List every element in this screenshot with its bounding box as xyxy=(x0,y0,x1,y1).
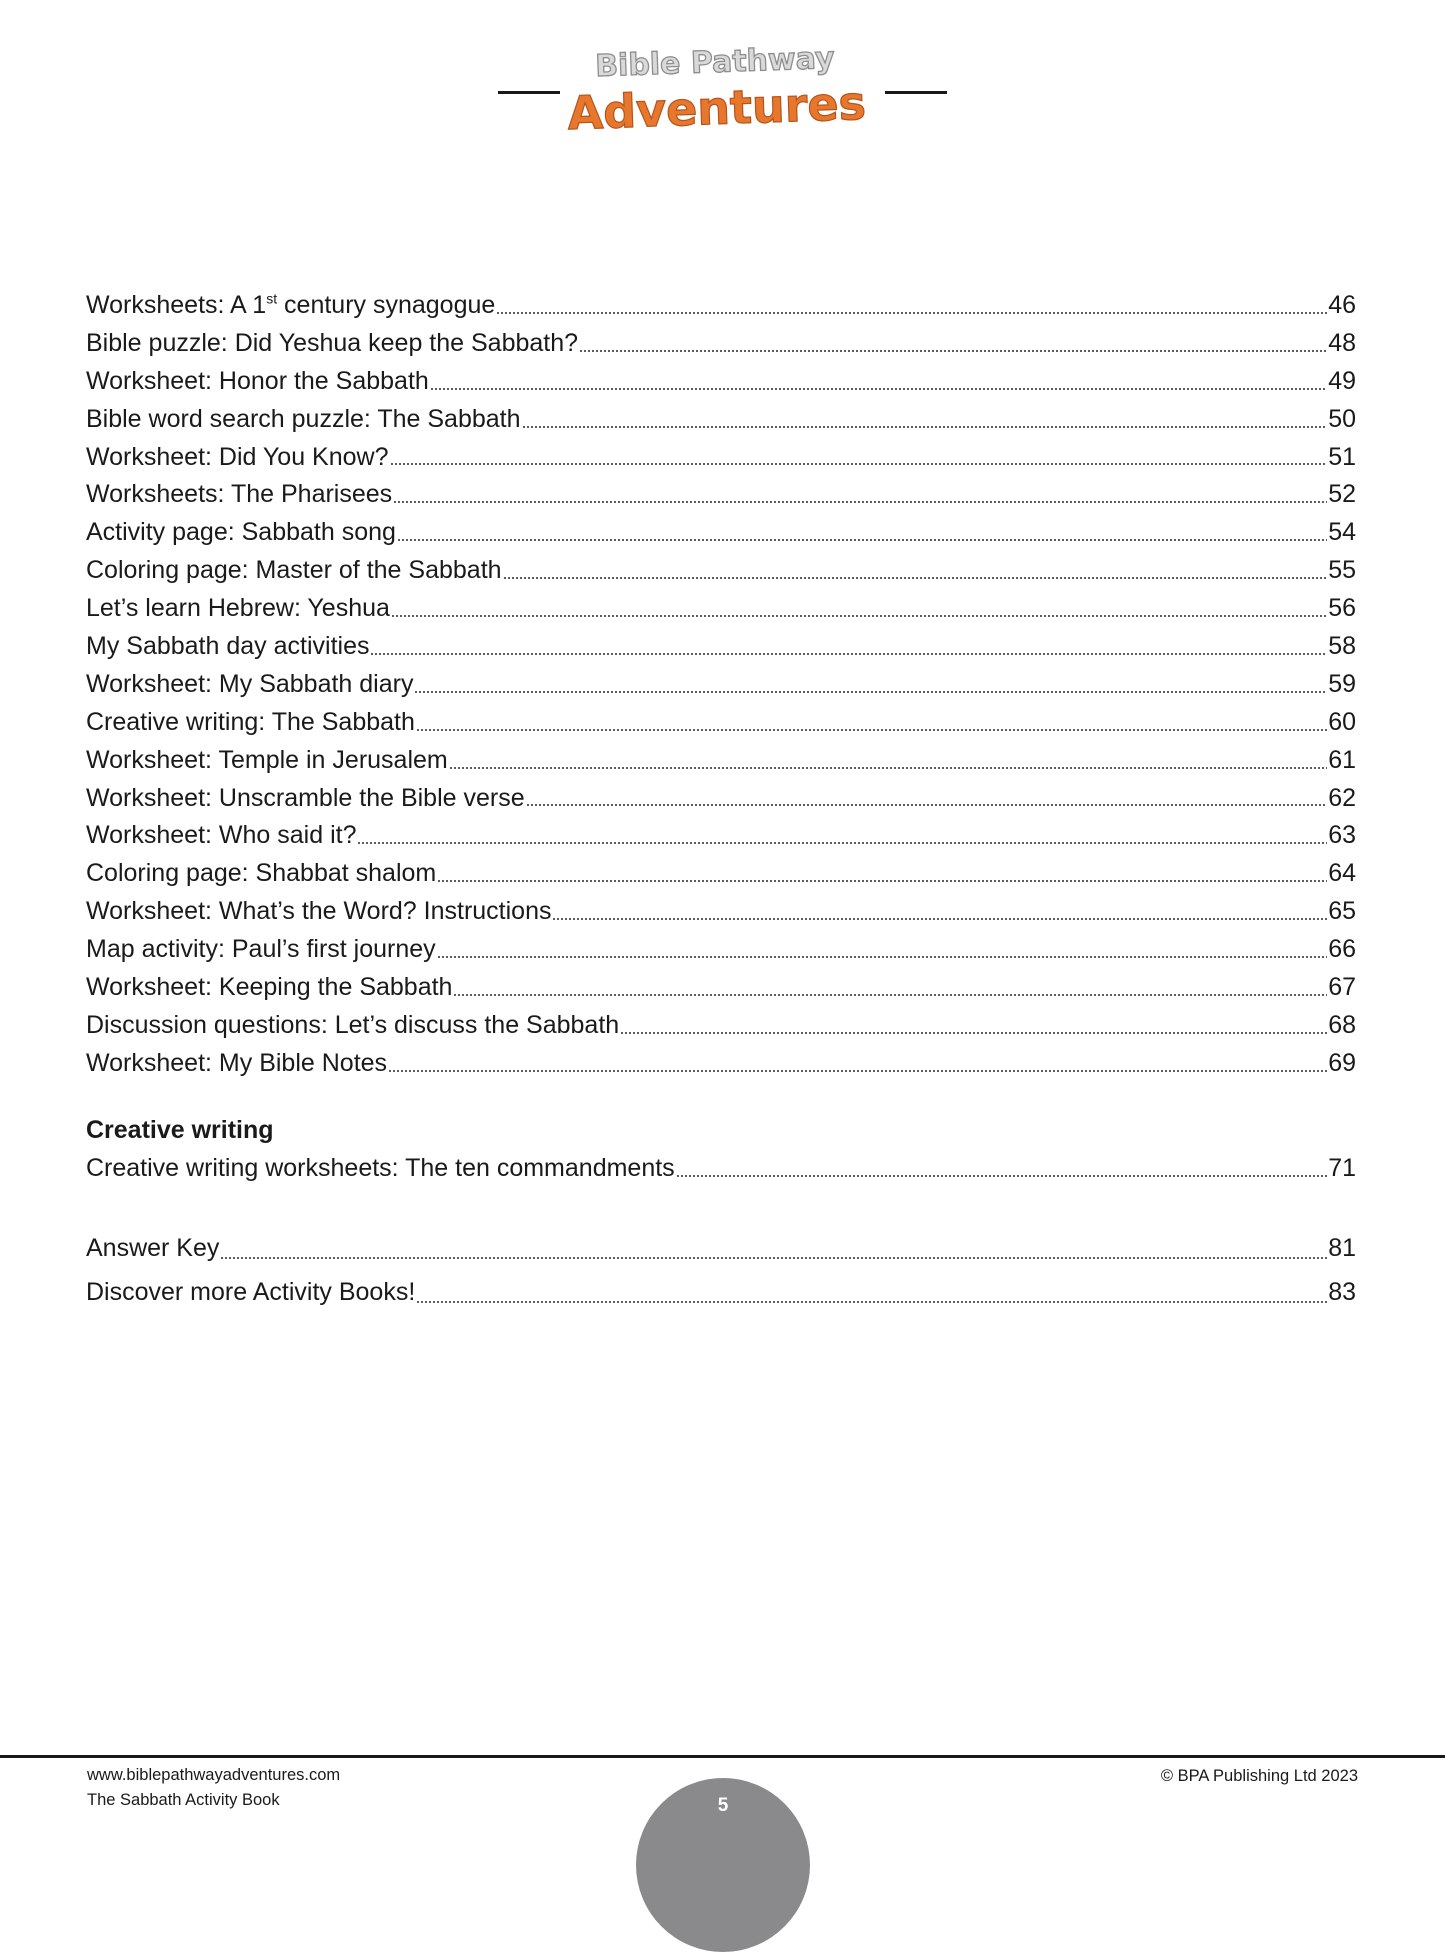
toc-entry-page: 64 xyxy=(1328,859,1356,888)
toc-entry[interactable] xyxy=(86,855,1356,893)
toc-entry-title: Discover more Activity Books! xyxy=(86,1277,416,1306)
toc-entry[interactable] xyxy=(86,439,1356,477)
dot-leader xyxy=(393,501,1327,503)
toc-entry-title: Bible word search puzzle: The Sabbath xyxy=(86,404,521,433)
dot-leader xyxy=(449,767,1327,769)
dot-leader xyxy=(220,1257,1327,1259)
toc-entry-page: 49 xyxy=(1328,366,1356,395)
toc-entry[interactable] xyxy=(86,363,1356,401)
dot-leader xyxy=(370,653,1327,655)
toc-entry-title: My Sabbath day activities xyxy=(86,632,370,661)
toc-entry[interactable] xyxy=(86,969,1356,1007)
toc-entry-page: 68 xyxy=(1328,1010,1356,1039)
dot-leader xyxy=(357,842,1327,844)
toc-entry-title: Activity page: Sabbath song xyxy=(86,518,396,547)
toc-entry-page: 62 xyxy=(1328,783,1356,812)
dot-leader xyxy=(416,1301,1327,1303)
logo-wordmark xyxy=(565,36,875,146)
toc-entry-page: 55 xyxy=(1328,556,1356,585)
toc-entry-title: Worksheet: Keeping the Sabbath xyxy=(86,973,453,1002)
toc-entry-page: 65 xyxy=(1328,897,1356,926)
logo-left-rule xyxy=(498,91,560,94)
toc-entry-page: 48 xyxy=(1328,328,1356,357)
toc-entry-title: Answer Key xyxy=(86,1233,220,1262)
dot-leader xyxy=(430,388,1327,390)
toc-entry-title: Map activity: Paul’s first journey xyxy=(86,935,436,964)
toc-entry-title: Creative writing: The Sabbath xyxy=(86,707,415,736)
toc-entry-title: Creative writing worksheets: The ten commandments xyxy=(86,1153,675,1182)
toc-entry-title: Worksheets: The Pharisees xyxy=(86,480,393,509)
footer-website-link[interactable]: www.biblepathwayadventures.com xyxy=(87,1766,341,1784)
section-spacer xyxy=(86,1083,1356,1112)
dot-leader xyxy=(414,691,1327,693)
toc-entry-title: Worksheet: What’s the Word? Instructions xyxy=(86,897,552,926)
dot-leader xyxy=(391,615,1327,617)
section-spacer xyxy=(86,1188,1356,1226)
toc-entry[interactable] xyxy=(86,628,1356,666)
toc-entry-title: Worksheet: My Bible Notes xyxy=(86,1048,388,1077)
dot-leader xyxy=(437,880,1327,882)
toc-entry[interactable] xyxy=(86,931,1356,969)
toc-entry-page: 50 xyxy=(1328,404,1356,433)
section-heading-creative-writing: Creative writing xyxy=(86,1115,274,1144)
toc-entry[interactable] xyxy=(86,817,1356,855)
dot-leader xyxy=(522,426,1328,428)
toc-entry[interactable] xyxy=(86,1045,1356,1083)
toc-entry-page: 52 xyxy=(1328,480,1356,509)
toc-entry-page: 59 xyxy=(1328,669,1356,698)
toc-entry-title: Let’s learn Hebrew: Yeshua xyxy=(86,594,390,623)
dot-leader xyxy=(390,463,1328,465)
toc-entry-page: 71 xyxy=(1328,1153,1356,1182)
toc-entry-page: 63 xyxy=(1328,821,1356,850)
toc-entry[interactable] xyxy=(86,552,1356,590)
footer-book-title: The Sabbath Activity Book xyxy=(87,1791,280,1809)
toc-entry-page: 69 xyxy=(1328,1048,1356,1077)
toc-entry[interactable] xyxy=(86,401,1356,439)
dot-leader xyxy=(496,312,1327,314)
dot-leader xyxy=(397,539,1327,541)
toc-entry[interactable] xyxy=(86,590,1356,628)
toc-entry-title: Worksheet: Unscramble the Bible verse xyxy=(86,783,525,812)
toc-entry[interactable] xyxy=(86,325,1356,363)
toc-entry-title: Bible puzzle: Did Yeshua keep the Sabbath? xyxy=(86,328,579,357)
toc-entry-title: Worksheets: A 1st century synagogue xyxy=(86,290,496,319)
toc-entry-title: Worksheet: Did You Know? xyxy=(86,442,389,471)
dot-leader xyxy=(526,804,1328,806)
toc-entry-page: 56 xyxy=(1328,594,1356,623)
toc-entry[interactable] xyxy=(86,287,1356,325)
dot-leader xyxy=(503,577,1328,579)
dot-leader xyxy=(676,1175,1328,1177)
toc-entry-title: Coloring page: Master of the Sabbath xyxy=(86,556,502,585)
toc-entry-title: Worksheet: My Sabbath diary xyxy=(86,669,414,698)
dot-leader xyxy=(416,729,1327,731)
toc-entry-page: 83 xyxy=(1328,1277,1356,1306)
footer-rule xyxy=(0,1755,1445,1758)
footer-copyright: © BPA Publishing Ltd 2023 xyxy=(1160,1767,1358,1785)
dot-leader xyxy=(437,956,1328,958)
table-of-contents xyxy=(86,287,1356,1314)
logo-line1-text: Bible Pathway xyxy=(594,40,836,85)
toc-entry-discover[interactable] xyxy=(86,1270,1356,1314)
toc-entry-page: 61 xyxy=(1328,745,1356,774)
toc-entry[interactable] xyxy=(86,476,1356,514)
toc-entry[interactable] xyxy=(86,514,1356,552)
toc-entry-creative[interactable] xyxy=(86,1150,1356,1188)
toc-entry[interactable] xyxy=(86,1007,1356,1045)
toc-entry-page: 58 xyxy=(1328,632,1356,661)
toc-entry[interactable] xyxy=(86,704,1356,742)
toc-entry-title: Worksheet: Temple in Jerusalem xyxy=(86,745,448,774)
toc-entry[interactable] xyxy=(86,893,1356,931)
toc-entry-answer-key[interactable] xyxy=(86,1226,1356,1270)
toc-entry[interactable] xyxy=(86,742,1356,780)
logo-line2-text: Adventures xyxy=(566,75,867,141)
dot-leader xyxy=(453,994,1327,996)
dot-leader xyxy=(579,350,1327,352)
page-number: 5 xyxy=(717,1795,729,1816)
toc-entry-page: 67 xyxy=(1328,973,1356,1002)
toc-entry-title: Worksheet: Honor the Sabbath xyxy=(86,366,429,395)
footer-left xyxy=(87,1763,340,1813)
logo-right-rule xyxy=(885,91,947,94)
toc-entry-page: 46 xyxy=(1328,291,1356,319)
brand-logo xyxy=(0,36,1445,146)
toc-entry[interactable] xyxy=(86,780,1356,818)
dot-leader xyxy=(552,918,1327,920)
toc-entry-page: 51 xyxy=(1328,442,1356,471)
dot-leader xyxy=(620,1032,1327,1034)
toc-entry-title: Discussion questions: Let’s discuss the Sabbath xyxy=(86,1010,620,1039)
dot-leader xyxy=(388,1070,1327,1072)
toc-entry-title: Worksheet: Who said it? xyxy=(86,821,357,850)
toc-entry-page: 66 xyxy=(1328,935,1356,964)
toc-entry-page: 54 xyxy=(1328,518,1356,547)
toc-entry[interactable] xyxy=(86,666,1356,704)
toc-entry-page: 81 xyxy=(1328,1233,1356,1262)
toc-entry-title: Coloring page: Shabbat shalom xyxy=(86,859,437,888)
toc-entry-page: 60 xyxy=(1328,707,1356,736)
